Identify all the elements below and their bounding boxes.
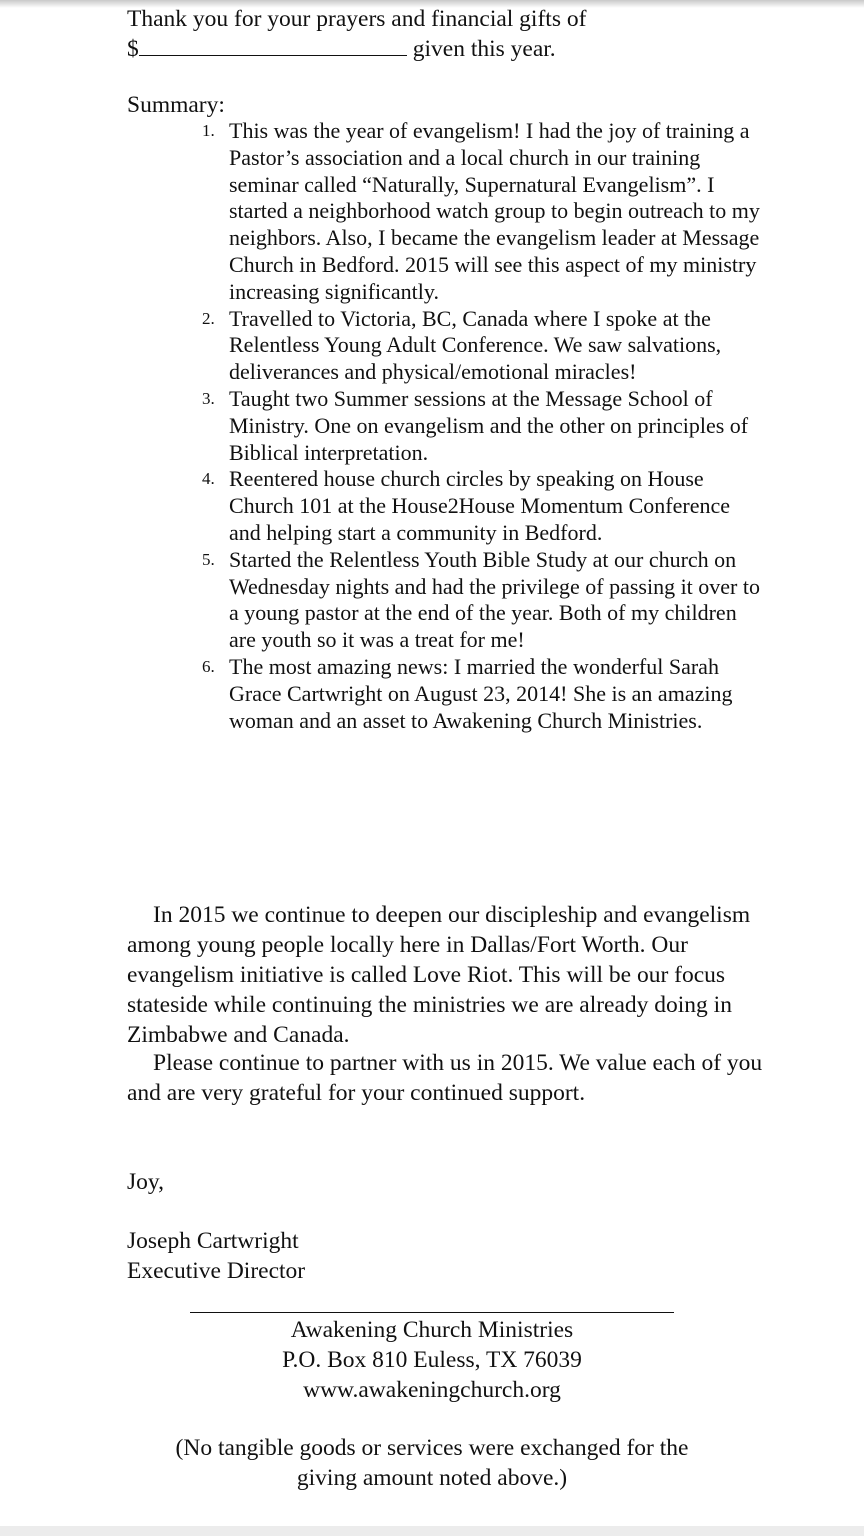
footer-disclaimer-line-2: giving amount noted above.) (296, 1465, 568, 1491)
footer-divider (190, 1312, 674, 1313)
body-paragraph-1: In 2015 we continue to deepen our discipleship and evangelism among young people locally here in Dallas/Fort Worth. Our evangelism initiative is called Love Riot. This will be our focus stateside while continuing the ministries we are already doing in Zimbabwe and Canada. (127, 902, 751, 1048)
thanks-line-1 (127, 4, 586, 34)
body-paragraph-2: Please continue to partner with us in 2015. We value each of you and are very grateful for your continued support. (127, 1050, 763, 1106)
item-text: This was the year of evangelism! I had the joy of training a Pastor’s association and a local church in our training seminar called “Naturally, Supernatural Evangelism”. I started a neighborhood watch group to begin outreach to my neighbors. Also, I became the evangelism leader at Message Church in Bedford. 2015 will see this aspect of my ministry increasing significantly. (229, 118, 760, 304)
footer-org: Awakening Church Ministries (290, 1317, 574, 1343)
currency-sign: $ (127, 36, 139, 62)
summary-item (200, 466, 760, 546)
item-text: Travelled to Victoria, BC, Canada where I spoke at the Relentless Young Adult Conference. We saw salvations, deliverances and physical/emotional miracles! (229, 305, 722, 385)
item-number: 3. (202, 388, 215, 408)
item-text: Taught two Summer sessions at the Message School of Ministry. One on evangelism and the other on principles of Biblical interpretation. (229, 385, 749, 465)
item-number: 5. (202, 549, 215, 569)
summary-item (200, 386, 760, 466)
summary-item (200, 547, 760, 654)
closing-salutation: Joy, (127, 1169, 164, 1195)
summary-item (200, 654, 760, 734)
thanks-text: Thank you for your prayers and financial gifts of (127, 6, 587, 32)
footer-address: P.O. Box 810 Euless, TX 76039 (282, 1347, 582, 1373)
summary-list (200, 118, 760, 734)
thanks-line-2 (127, 33, 556, 64)
amount-blank-line (139, 33, 407, 56)
item-number: 1. (202, 121, 215, 140)
item-number: 6. (202, 656, 215, 676)
item-text: Started the Relentless Youth Bible Study at our church on Wednesday nights and had the privilege of passing it over to a young pastor at the end of the year. Both of my children are youth so it was a treat for me! (229, 546, 760, 653)
thanks-tail-text: given this year. (412, 36, 556, 62)
summary-item (200, 306, 760, 386)
item-number: 4. (202, 469, 215, 489)
footer-disclaimer-line-1: (No tangible goods or services were exchanged for the (175, 1435, 689, 1461)
signer-name: Joseph Cartwright (127, 1228, 299, 1254)
signer-title: Executive Director (127, 1258, 306, 1284)
summary-item (200, 118, 760, 306)
page-bottom-edge (0, 1526, 864, 1536)
item-text: The most amazing news: I married the wonderful Sarah Grace Cartwright on August 23, 2014! She is an amazing woman and an asset to Awakening Church Ministries. (229, 653, 733, 733)
item-text: Reentered house church circles by speaking on House Church 101 at the House2House Momentum Conference and helping start a community in Bedford. (229, 466, 730, 545)
summary-heading: Summary: (127, 92, 225, 118)
item-number: 2. (202, 308, 215, 328)
footer-website[interactable]: www.awakeningchurch.org (303, 1377, 561, 1403)
